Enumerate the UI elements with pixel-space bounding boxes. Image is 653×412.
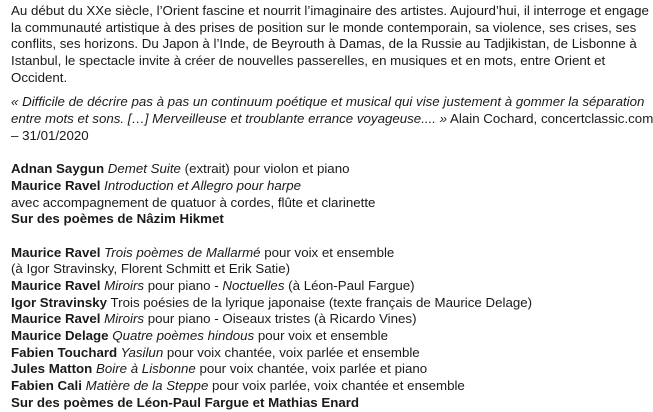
program-item (11, 328, 599, 345)
blank-line (11, 145, 599, 162)
work-detail: pour voix et ensemble (254, 328, 388, 344)
poems-credit: Sur des poèmes de Nâzim Hikmet (11, 211, 224, 227)
intro-line: conflits, ses horizons. Du Japon à l’Inde, de Beyrouth à Damas, de la Russie au Tadjikistan, de Lisbonne à (11, 36, 637, 52)
program-item (11, 295, 599, 312)
program-item-continuation: avec accompagnement de quatuor à cordes, flûte et clarinette (11, 194, 376, 210)
program-item (11, 161, 599, 178)
blank-line (11, 228, 599, 245)
work-detail: (extrait) pour violon et piano (180, 161, 350, 177)
quote-date: – 31/01/2020 (11, 127, 89, 143)
work-title: Boire à Lisbonne (92, 361, 196, 377)
work-detail: (à Léon-Paul Fargue) (284, 278, 415, 293)
paragraph-gap (11, 86, 599, 94)
intro-paragraph (11, 3, 649, 86)
composer-name: Jules Matton (11, 361, 93, 377)
composer-name: Maurice Ravel (11, 244, 101, 260)
program-item (11, 345, 599, 362)
composer-name: Fabien Touchard (11, 344, 118, 360)
composer-name: Igor Stravinsky (11, 294, 108, 310)
work-title: Quatre poèmes hindous (108, 328, 255, 344)
document-body (11, 3, 653, 412)
composer-name: Maurice Ravel (11, 278, 101, 293)
program-part-1 (11, 161, 599, 228)
work-title: Noctuelles (222, 278, 285, 293)
program-item (11, 311, 599, 328)
composer-name: Adnan Saygun (11, 161, 105, 177)
work-title: Matière de la Steppe (81, 378, 209, 394)
work-detail: pour voix chantée, voix parlée et ensemble (163, 344, 420, 360)
work-detail: pour voix et ensemble (260, 244, 395, 260)
program-item (11, 278, 599, 295)
intro-line: la communauté artistique à des prises de position sur le monde contemporain, sa violence, ses crises, ses (11, 19, 637, 35)
intro-line: Occident. (11, 69, 68, 85)
work-detail: Trois poésies de la lyrique japonaise (texte français de Maurice Delage) (107, 294, 533, 310)
program-item (11, 378, 599, 395)
work-detail: pour voix chantée, voix parlée et piano (195, 361, 428, 377)
work-title: Demet Suite (104, 161, 181, 177)
work-title: Miroirs (100, 278, 145, 293)
program-part-2 (11, 245, 599, 412)
quote-line: « Difficile de décrire pas à pas un continuum poétique et musical qui vise justement à gommer la séparation (11, 94, 645, 110)
quote-line: entre mots et sons. […] Merveilleuse et troublante errance voyageuse.... » (11, 111, 448, 127)
program-item (11, 178, 599, 195)
composer-name: Maurice Ravel (11, 311, 101, 327)
intro-line: Istanbul, le spectacle invite à créer de nouvelles passerelles, en musiques et en mots, entre Orient et (11, 53, 606, 69)
work-detail: pour piano - (144, 278, 223, 293)
intro-line: Au début du XXe siècle, l’Orient fascine et nourrit l’imaginaire des artistes. Aujourd’hui, il interroge et engage (11, 3, 649, 18)
work-title: Trois poèmes de Mallarmé (100, 244, 261, 260)
review-quote (11, 94, 653, 144)
work-title: Miroirs (100, 311, 145, 327)
program-item (11, 245, 599, 262)
work-detail: pour voix parlée, voix chantée et ensemble (208, 378, 465, 394)
work-dedication: (à Igor Stravinsky, Florent Schmitt et Erik Satie) (11, 261, 291, 277)
quote-attribution: Alain Cochard, concertclassic.com (447, 111, 653, 127)
work-title: Yasilun (117, 344, 164, 360)
composer-name: Fabien Cali (11, 378, 82, 394)
program-item (11, 361, 599, 378)
composer-name: Maurice Ravel (11, 177, 101, 193)
composer-name: Maurice Delage (11, 328, 109, 344)
work-detail: pour piano - Oiseaux tristes (à Ricardo Vines) (144, 311, 417, 327)
poems-credit: Sur des poèmes de Léon-Paul Fargue et Mathias Enard (11, 394, 360, 410)
work-title: Introduction et Allegro pour harpe (100, 177, 302, 193)
